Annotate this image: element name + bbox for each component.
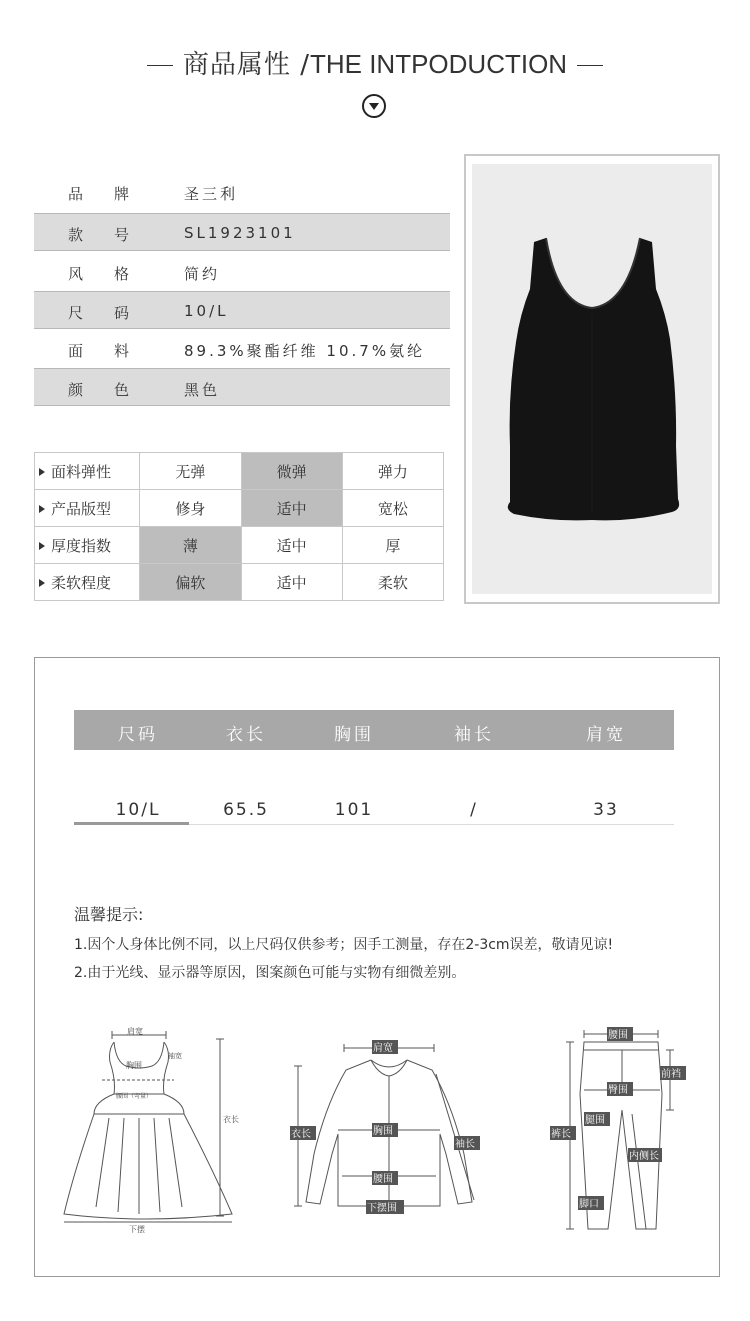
attribute-key-1: 尺 [68, 304, 84, 322]
scale-label-text: 厚度指数 [51, 536, 112, 555]
size-header-cell: 袖长 [454, 725, 494, 745]
dress-measure-diagram [54, 1022, 244, 1241]
pants-thigh-label: 腿围 [585, 1115, 605, 1126]
scale-option: 无弹 [140, 453, 241, 490]
size-table-header [74, 710, 674, 750]
scale-row [35, 527, 444, 564]
title-en: THE INTPODUCTION [309, 49, 568, 79]
tips-title: 温馨提示: [74, 905, 144, 924]
attribute-value: 黑色 [184, 381, 221, 399]
attribute-key-2: 格 [114, 265, 130, 283]
size-header-cell: 肩宽 [586, 725, 626, 745]
attribute-row [34, 368, 450, 406]
scale-option: 弹力 [342, 453, 443, 490]
title-dash-right [577, 65, 603, 66]
attribute-key-2: 牌 [114, 185, 130, 203]
product-photo [472, 164, 712, 594]
triangle-right-icon [39, 542, 45, 550]
tip-line-2: 2.由于光线、显示器等原因，图案颜色可能与实物有细微差别。 [74, 965, 466, 981]
attribute-value: SL1923101 [184, 224, 296, 242]
attribute-value: 圣三利 [184, 185, 239, 203]
attribute-key-1: 风 [68, 265, 84, 283]
scale-label-text: 产品版型 [51, 499, 112, 518]
size-underline [74, 822, 189, 825]
scale-option: 厚 [342, 527, 443, 564]
section-title [0, 44, 750, 81]
attribute-key-2: 料 [114, 342, 130, 360]
title-separator: / [300, 50, 310, 80]
dress-sleeve-label: 袖宽 [168, 1052, 182, 1060]
size-value-cell: / [470, 800, 478, 820]
dress-waist-label: 腰围（弯量） [116, 1093, 153, 1100]
pants-hip-label: 臀围 [608, 1085, 628, 1096]
black-tank-top-image [472, 164, 712, 594]
dress-shoulder-label: 肩宽 [127, 1027, 143, 1036]
scale-label-text: 柔软程度 [51, 573, 112, 592]
shirt-waist-label: 腰围 [373, 1174, 393, 1185]
pants-length-label: 裤长 [551, 1129, 571, 1140]
pants-front-rise-label: 前裆 [661, 1069, 681, 1080]
attribute-row [34, 253, 450, 291]
triangle-right-icon [39, 468, 45, 476]
title-cn: 商品属性 [182, 50, 291, 80]
scale-option: 偏软 [140, 564, 241, 601]
attribute-key-1: 颜 [68, 381, 84, 399]
triangle-right-icon [39, 579, 45, 587]
scale-option: 适中 [241, 490, 342, 527]
scale-option: 柔软 [342, 564, 443, 601]
scale-label-text: 面料弹性 [51, 462, 112, 481]
size-header-cell: 尺码 [118, 725, 158, 745]
scale-option: 适中 [241, 564, 342, 601]
pants-inseam-label: 内侧长 [629, 1151, 659, 1162]
attribute-row [34, 213, 450, 251]
pants-leg-opening-label: 脚口 [579, 1199, 599, 1210]
scale-option: 适中 [241, 527, 342, 564]
shirt-measure-diagram [286, 1034, 486, 1223]
size-value-cell: 33 [593, 800, 619, 820]
pants-measure-diagram [546, 1024, 696, 1240]
attribute-key-1: 面 [68, 342, 84, 360]
shirt-length-label: 衣长 [291, 1129, 311, 1140]
scale-option: 修身 [140, 490, 241, 527]
pants-waist-label: 腰围 [608, 1030, 628, 1041]
dress-length-label: 衣长 [223, 1115, 239, 1124]
size-header-cell: 衣长 [226, 725, 266, 745]
scale-row [35, 564, 444, 601]
scale-option: 宽松 [342, 490, 443, 527]
scale-row [35, 490, 444, 527]
scale-label [35, 527, 140, 564]
dress-bust-label: 胸围 [126, 1061, 142, 1070]
attribute-key-2: 号 [114, 226, 130, 244]
attribute-row [34, 330, 450, 368]
shirt-sleeve-label: 袖长 [455, 1139, 475, 1150]
attribute-value: 简约 [184, 265, 221, 283]
attribute-row [34, 291, 450, 329]
title-dash-left [147, 65, 173, 66]
scale-row [35, 453, 444, 490]
scale-label [35, 564, 140, 601]
scale-option: 微弹 [241, 453, 342, 490]
attribute-row [34, 173, 450, 211]
size-value-cell: 10/L [115, 800, 161, 820]
dress-hem-label: 下摆 [129, 1225, 145, 1234]
tip-line-1: 1.因个人身体比例不同，以上尺码仅供参考；因手工测量，存在2-3cm误差，敬请见谅! [74, 937, 614, 953]
attribute-value: 10/L [184, 302, 229, 320]
size-value-cell: 65.5 [223, 800, 269, 820]
size-table-row [74, 790, 674, 825]
shirt-hem-label: 下摆围 [367, 1203, 397, 1214]
scale-option: 薄 [140, 527, 241, 564]
scale-label [35, 490, 140, 527]
scale-label [35, 453, 140, 490]
attribute-key-1: 款 [68, 226, 84, 244]
size-value-cell: 101 [334, 800, 374, 820]
attribute-value: 89.3%聚酯纤维 10.7%氨纶 [184, 342, 426, 360]
attribute-key-2: 码 [114, 304, 130, 322]
chevron-down-circle-icon [362, 94, 386, 118]
fabric-scale-table [34, 452, 444, 601]
size-header-cell: 胸围 [334, 725, 374, 745]
shirt-shoulder-label: 肩宽 [373, 1043, 393, 1054]
attribute-key-1: 品 [68, 185, 84, 203]
shirt-bust-label: 胸围 [373, 1126, 393, 1137]
attribute-key-2: 色 [114, 381, 130, 399]
triangle-right-icon [39, 505, 45, 513]
